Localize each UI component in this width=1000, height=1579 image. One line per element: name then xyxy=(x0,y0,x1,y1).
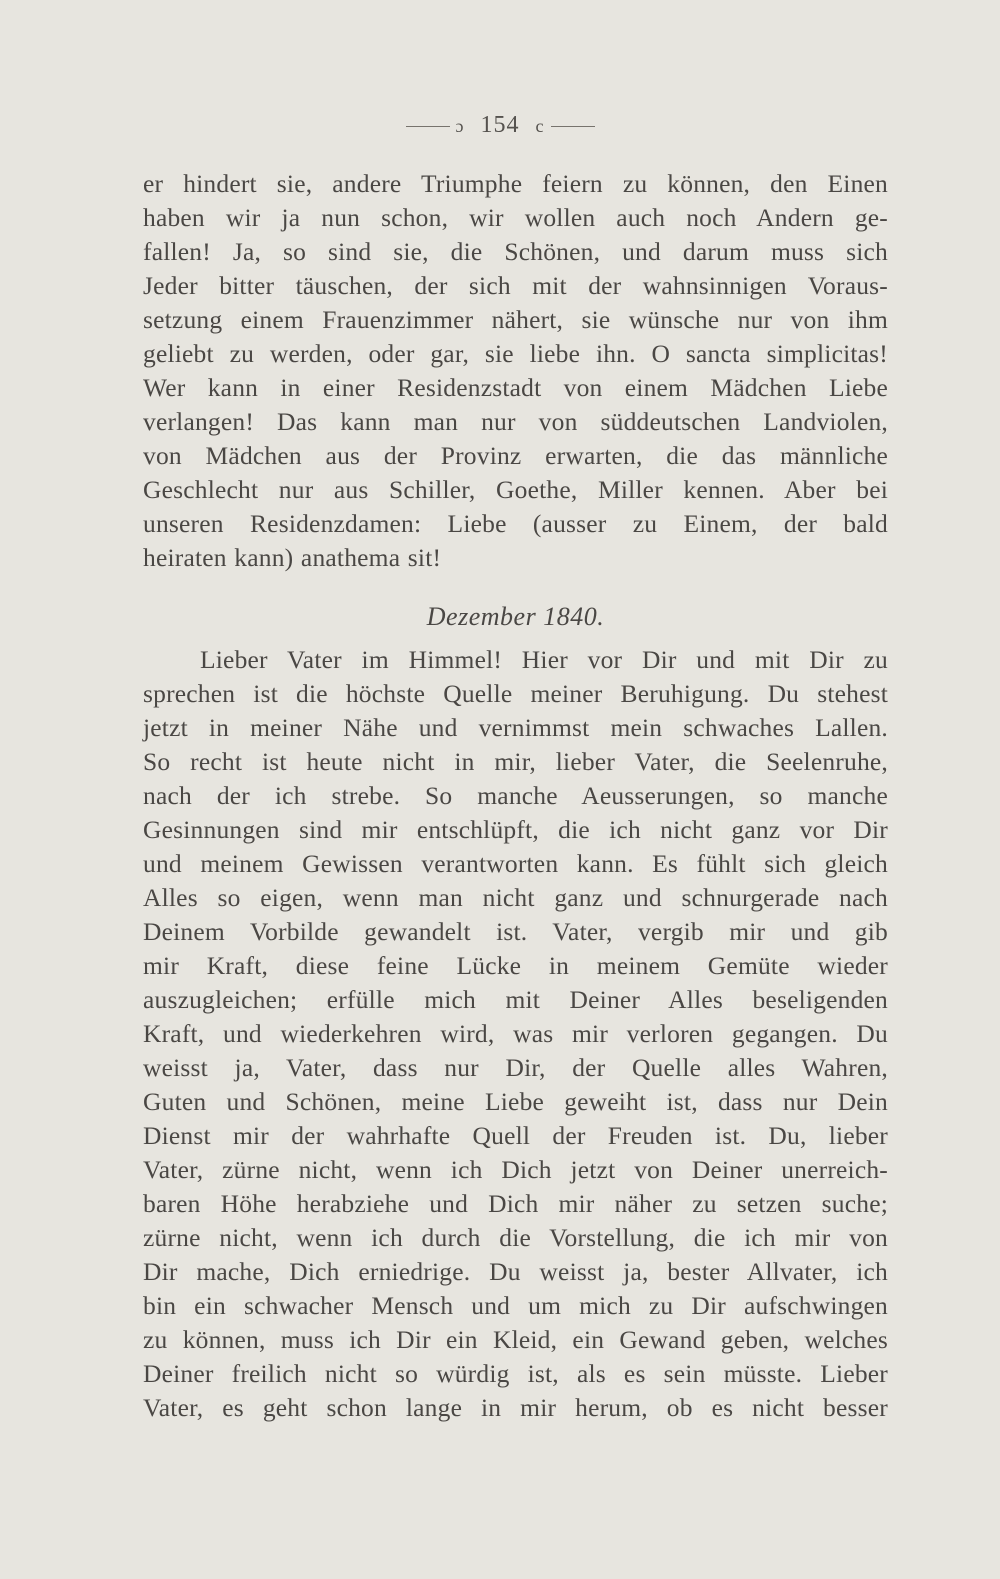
text-line: Guten und Schönen, meine Liebe geweiht ist, dass nur Dein xyxy=(143,1087,888,1116)
page-number: 154 xyxy=(480,112,520,138)
text-line: zu können, muss ich Dir ein Kleid, ein Gewand geben, welches xyxy=(143,1325,888,1354)
text-line: Lieber Vater im Himmel! Hier vor Dir und mit Dir zu xyxy=(200,645,888,674)
text-line: auszugleichen; erfülle mich mit Deiner Alles beseligenden xyxy=(143,985,888,1014)
text-line: unseren Residenzdamen: Liebe (ausser zu Einem, der bald xyxy=(143,509,888,538)
text-line: nach der ich strebe. So manche Aeusserungen, so manche xyxy=(143,781,888,810)
text-line: So recht ist heute nicht in mir, lieber Vater, die Seelenruhe, xyxy=(143,747,888,776)
text-line: verlangen! Das kann man nur von süddeutschen Landviolen, xyxy=(143,407,888,436)
text-line: zürne nicht, wenn ich durch die Vorstellung, die ich mir von xyxy=(143,1223,888,1252)
text-line: fallen! Ja, so sind sie, die Schönen, und darum muss sich xyxy=(143,237,888,266)
text-line: baren Höhe herabziehe und Dich mir näher zu setzen suche; xyxy=(143,1189,888,1218)
text-line: sprechen ist die höchste Quelle meiner Beruhigung. Du stehest xyxy=(143,679,888,708)
text-line: mir Kraft, diese feine Lücke in meinem Gemüte wieder xyxy=(143,951,888,980)
paragraph-continued xyxy=(143,167,888,575)
text-line: Wer kann in einer Residenzstadt von einem Mädchen Liebe xyxy=(143,373,888,402)
text-line: von Mädchen aus der Provinz erwarten, die das männliche xyxy=(143,441,888,470)
paragraph-entry xyxy=(143,643,888,1425)
text-line: Deiner freilich nicht so würdig ist, als es sein müsste. Lieber xyxy=(143,1359,888,1388)
page-header xyxy=(0,112,1000,139)
header-ornament-right: c xyxy=(535,116,545,136)
text-line: Kraft, und wiederkehren wird, was mir verloren gegangen. Du xyxy=(143,1019,888,1048)
text-line: Vater, es geht schon lange in mir herum, ob es nicht besser xyxy=(143,1393,888,1422)
text-line: weisst ja, Vater, dass nur Dir, der Quelle alles Wahren, xyxy=(143,1053,888,1082)
text-line: er hindert sie, andere Triumphe feiern zu können, den Einen xyxy=(143,169,888,198)
text-line: Gesinnungen sind mir entschlüpft, die ich nicht ganz vor Dir xyxy=(143,815,888,844)
text-line: Vater, zürne nicht, wenn ich Dich jetzt von Deiner unerreich- xyxy=(143,1155,888,1184)
text-line: Dienst mir der wahrhafte Quell der Freuden ist. Du, lieber xyxy=(143,1121,888,1150)
text-line: haben wir ja nun schon, wir wollen auch noch Andern ge- xyxy=(143,203,888,232)
header-rule-left xyxy=(406,126,450,127)
text-line: Dir mache, Dich erniedrige. Du weisst ja, bester Allvater, ich xyxy=(143,1257,888,1286)
page-body xyxy=(143,167,888,1425)
text-line: bin ein schwacher Mensch und um mich zu Dir aufschwingen xyxy=(143,1291,888,1320)
text-line: setzung einem Frauenzimmer nähert, sie wünsche nur von ihm xyxy=(143,305,888,334)
text-line: Jeder bitter täuschen, der sich mit der wahnsinnigen Voraus- xyxy=(143,271,888,300)
text-line: Alles so eigen, wenn man nicht ganz und schnurgerade nach xyxy=(143,883,888,912)
text-line: Deinem Vorbilde gewandelt ist. Vater, vergib mir und gib xyxy=(143,917,888,946)
header-rule-right xyxy=(551,126,595,127)
text-line: und meinem Gewissen verantworten kann. Es fühlt sich gleich xyxy=(143,849,888,878)
entry-dateline: Dezember 1840. xyxy=(426,602,605,631)
text-line: geliebt zu werden, oder gar, sie liebe ihn. O sancta simplicitas! xyxy=(143,339,888,368)
text-line: heiraten kann) anathema sit! xyxy=(143,543,442,572)
text-line: jetzt in meiner Nähe und vernimmst mein schwaches Lallen. xyxy=(143,713,888,742)
header-ornament-left: ɔ xyxy=(455,116,465,136)
text-line: Geschlecht nur aus Schiller, Goethe, Miller kennen. Aber bei xyxy=(143,475,888,504)
